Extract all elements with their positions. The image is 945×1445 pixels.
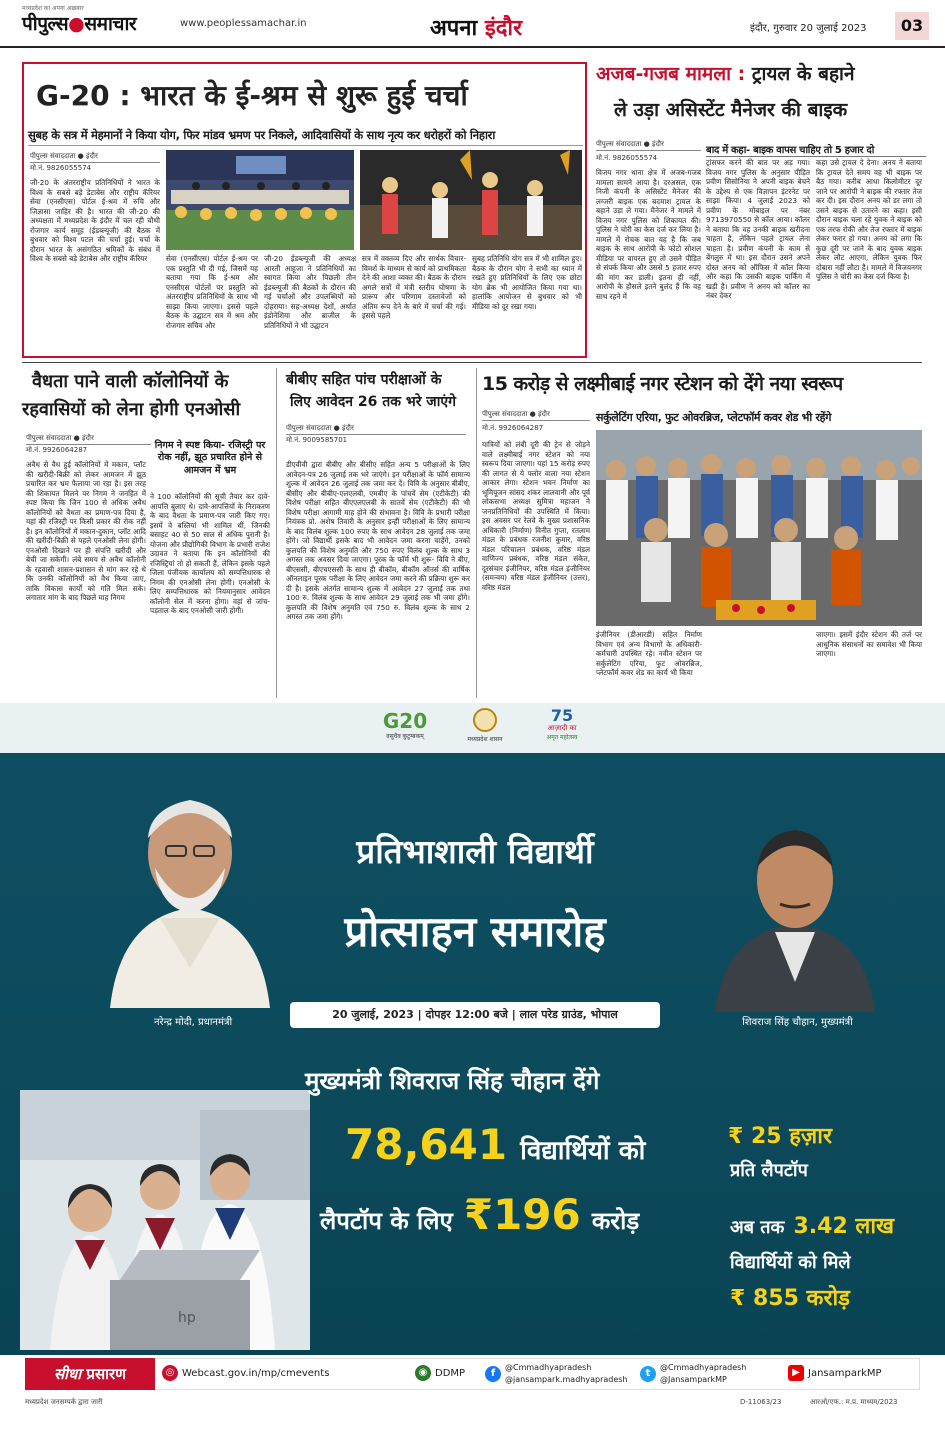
colony-body-col2: ने 100 कॉलोनियों की सूची तैयार कर दावे-आपत्ति बुलाए थे। दावे-आपत्तियों के निराकरण के बाद वैधता के प्रमाण-पत्र जारी किए गए। इसमें वे बस्तियां भी शामिल थीं, जिनकी बसाहट 40 से 50 साल से अधिक पुरानी है। योजना और प्रौद्योगिकी विभाग के प्रभारी राजेश उदावत ने बताया कि इन कॉलोनियों की रजिस्ट्रियां तो हो सकती हैं, लेकिन इसके पहले जिला पंजीयक कार्यालय को सम्पत्तिधारक से निगम की एनओसी लेना होगी। एनओसी के लिए सम्पत्तिधारक को नियमानुसार आवेदन कॉलोनी सेल में करना होगा। वहां से जांच-पड़ताल के बाद एनओसी जारी होगी।	[150, 492, 270, 615]
g20-byline: पीपुल्स संवाददाता ● इंदौर	[30, 152, 160, 163]
station-headline[interactable]: 15 करोड़ से लक्ष्मीबाई नगर स्टेशन को देंगे नया स्वरूप	[482, 373, 843, 395]
colony-byline: पीपुल्स संवाददाता ● इंदौर	[26, 434, 151, 445]
g20-headline[interactable]: G-20 : भारत के ई-श्रम से शुरू हुई चर्चा	[36, 79, 468, 112]
ad-side-total-label: अब तक	[730, 1217, 785, 1238]
bike-body-col2: ट्रांसफर करने की बात पर अड़ गया। विजय नगर पुलिस के अनुसार पीड़ित प्रवीण सिसोनिया ने अपनी बाइक बेचने के उद्देश्य से एक विज्ञापन इंटरनेट पर साझा किया। 4 जुलाई 2023 को प्रवीण के मोबाइल पर नंबर 9713970550 से कॉल आया। कॉलर ने बताया कि वह उनकी बाइक खरीदना चाहता है, लेकिन पहले ट्रायल लेना चाहता है। प्रवीण कंपनी के काम से बेंगलुरु में था। इस दौरान उसने अपने दोस्त अनय को ऑफिस में कॉल किया और कहा कि उसकी बाइक पार्किंग में खड़ी है। प्रवीण ने अनय को कॉलर का नंबर देकर	[706, 158, 810, 300]
ad-code: D-11063/23	[740, 1398, 782, 1406]
colony-subhead: निगम ने स्पष्ट किया- रजिस्ट्री पर रोक नहीं, झूठ प्रचारित होने से आमजन में भ्रम	[154, 440, 266, 476]
bike-mobile: मो.नं. 9826055574	[596, 154, 658, 162]
ad-student-label: विद्यार्थियों को	[520, 1136, 646, 1166]
bike-pullquote: बाद में कहा- बाइक वापस चाहिए तो 5 हजार दो	[706, 142, 926, 157]
g20-subhead: सुबह के सत्र में मेहमानों ने किया योग, फिर मांडव भ्रमण पर निकले, आदिवासियों के साथ नृत्य कर धरोहरों को निहारा	[28, 128, 583, 146]
ad-side-per-laptop: प्रति लैपटॉप	[730, 1160, 808, 1181]
bike-body-col3: कहा उसे ट्रायल दे देना। अनय ने बताया कि ट्रायल देते समय वह भी बाइक पर बैठ गया। करीब आधा किलोमीटर दूर जाने पर आरोपी ने बाइक की रफ्तार तेज कर दी। इस दौरान अनय को डर लगा तो उसने बाइक से उतारने का कहा। इसी दौरान बाइक चला रहे युवक ने बाइक को एक तरफ रोकी और तेज रफ्तार में बाइक लेकर फरार हो गया। अनय को लगा कि कुछ दूरी पर जाने के बाद युवक बाइक लेकर लौट आएगा, लेकिन युवक फिर दोबारा नहीं लौटा है। मामले में विजयनगर पुलिस ने चोरी का केस दर्ज किया है।	[816, 158, 922, 281]
svg-text:hp: hp	[178, 1310, 196, 1326]
colony-headline-line1[interactable]: वैधता पाने वाली कॉलोनियों के	[32, 371, 229, 392]
azadi-logo-line1: आज़ादी का	[547, 724, 577, 732]
section-title: अपना इंदौर	[430, 16, 523, 41]
g20-logo	[370, 710, 440, 746]
youtube-link[interactable]: ▶ JansamparkMP	[788, 1358, 882, 1390]
g20-body-col3: जी-20 ईडब्ल्यूजी की अध्यक्ष आरती आहूजा ने प्रतिनिधियों का स्वागत किया और पिछली तीन ईडब्ल्यूजी की बैठकों के दौरान की गई चर्चाओं और उपलब्धियों को दोहराया। सह-अध्यक्ष देशों, अर्थात इंडोनेशिया और ब्राजील के प्रतिनिधियों ने भी उद्घाटन	[264, 254, 356, 330]
azadi-logo-number: 75	[550, 706, 574, 725]
section-divider	[22, 362, 922, 363]
ad-side-price: ₹ 25 हज़ार	[728, 1124, 832, 1149]
g20-body-col2: सेवा (एनसीएस) पोर्टल ई-श्रम पर एक प्रस्तुति भी दी गई, जिसमें यह बताया गया कि ई-श्रम और एनसीएस पोर्टलों पर प्रस्तुति को अंतरराष्ट्रीय प्रतिनिधियों के साथ भी साझा किया जाएगा। इससे पहले बैठक के उद्घाटन सत्र में श्रम और रोजगार सचिव और	[166, 254, 258, 330]
ad-side-crore: ₹ 855 करोड़	[730, 1286, 850, 1311]
g20-mobile: मो.नं. 9826055574	[30, 164, 92, 172]
facebook-icon: f	[485, 1366, 501, 1382]
twitter-handle-1[interactable]: @Cmmadhyapradesh	[660, 1363, 747, 1372]
page-number: 03	[895, 12, 929, 40]
station-subhead: सर्कुलेटिंग एरिया, फुट ओवरब्रिज, प्लेटफॉर्म कवर शेड भी रहेंगे	[596, 411, 832, 424]
ad-student-count: 78,641	[345, 1120, 508, 1169]
exam-byline: पीपुल्स संवाददाता ● इंदौर	[286, 424, 466, 435]
newspaper-logo[interactable]: पीपुल्स●समाचार	[22, 13, 137, 35]
ad-event-details: 20 जुलाई, 2023 | दोपहर 12:00 बजे | लाल परेड ग्राउंड, भोपाल	[290, 1002, 660, 1028]
cm-portrait	[710, 812, 880, 1012]
ad-title-line2: प्रोत्साहन समारोह	[344, 907, 606, 956]
station-body-col2: इंजीनियर (डीआरडी) सहित निर्माण विभाग एवं अन्य विभागों के अधिकारी-कर्मचारी उपस्थित रहे। नवीन स्टेशन पर सर्कुलेटिंग एरिया, फुट ओवरब्रिज, प्लेटफॉर्म कवर शेड का कार्य भी किया	[596, 630, 702, 677]
bike-headline-line1[interactable]: अजब-गजब मामला : ट्रायल के बहाने	[596, 63, 855, 85]
mp-seal-text: मध्यप्रदेश शासन	[467, 736, 503, 743]
ad-title-line1: प्रतिभाशाली विद्यार्थी	[356, 832, 594, 871]
ad-amount: ₹196	[463, 1190, 581, 1239]
g20-logo-text: G20	[382, 709, 428, 733]
bike-byline: पीपुल्स संवाददाता ● इंदौर	[596, 140, 701, 151]
column-rule-2	[476, 368, 477, 698]
mp-seal-icon	[473, 708, 497, 732]
exam-headline-line1[interactable]: बीबीए सहित पांच परीक्षाओं के	[286, 372, 442, 388]
live-broadcast-label: सीधा प्रसारण	[25, 1358, 155, 1390]
ad-event-venue: लाल परेड ग्राउंड, भोपाल	[519, 1008, 618, 1021]
ad-amount-unit: करोड़	[591, 1207, 640, 1235]
website-link[interactable]: www.peoplessamachar.in	[180, 18, 307, 29]
facebook-handle-1[interactable]: @Cmmadhyapradesh	[505, 1363, 592, 1372]
ddmp-link[interactable]: ◉ DDMP	[415, 1358, 465, 1390]
g20-meeting-photo	[166, 150, 354, 250]
ad-side-total-value: 3.42 लाख	[793, 1214, 895, 1239]
webcast-icon: ◎	[162, 1365, 178, 1381]
cm-caption: शिवराज सिंह चौहान, मुख्यमंत्री	[742, 1017, 853, 1028]
station-body-col3: जाएगा। इसमें इंदौर स्टेशन की तर्ज पर आधुनिक संसाधनों का समावेश भी किया जाएगा।	[816, 630, 922, 658]
exam-body: डीएवीवी द्वारा बीबीए और बीसीए सहित अन्य 5 परीक्षाओं के लिए आवेदन-पत्र 26 जुलाई तक भरे जाएंगे। इन परीक्षाओं के फॉर्म सामान्य शुल्क में आवेदन 26 जुलाई तक जमा कर दें। विवि के अनुसार बीबीए, बीसीए और बीबीए-एलएलबी, एमबीए के पांचवें सेम (एटीकेटी) की विशेष परीक्षा सहित बीएएलएलबी के सातवें सेम (एटीकेटी) की भी विशेष परीक्षा आगामी माह होने की संभावना है। विवि के प्रभारी परीक्षा नियंत्रक प्रो. अशेष तिवारी के अनुसार इन्हीं परीक्षाओं के लिए सामान्य के बाद विलंब शुल्क 100 रुपए के साथ आवेदन 28 जुलाई तक जमा होंगे। जो विद्यार्थी इसके बाद भी आवेदन जमा करना चाहेंगे, उनको कुलपति की विशेष अनुमति और 750 रुपए विलंब शुल्क के साथ 3 अगस्त तक अवसर दिया जाएगा। पूरक के फॉर्म भी शुरू- विवि ने बीए, बीएससी, बीएचएससी के साथ ही बीकॉम, बीकॉम ऑनर्स की वार्षिक ऑनलाइन पूरक परीक्षा के लिए आवेदन जमा करने की प्रक्रिया शुरू कर दी है। इसके अंतर्गत सामान्य शुल्क में आवेदन 27 जुलाई तक तथा 100 रु. विलंब शुल्क के साथ आवेदन 29 जुलाई तक भी जमा होंगे। कुलपति की विशेष अनुमति एवं 750 रु. विलंब शुल्क के साथ 2 अगस्त तक जमा होंगे।	[286, 460, 470, 621]
colony-body-col1: अवैध से वैध हुई कॉलोनियों में मकान, प्लॉट की खरीदी-बिक्री को लेकर आमजन में झूठ प्रचारित कर भ्रम फैलाया जा रहा है। इस तरह की शिकायत मिलने पर निगम ने जनहित में स्पष्ट किया कि जिन 100 से अधिक अवैध कॉलोनियों को वैधता का प्रमाण-पत्र दिया है, यहां की रजिस्ट्री पर किसी प्रकार की रोक नहीं है। इन कॉलोनियों में मकान-दुकान, प्लॉट आदि की खरीदी-बिक्री से पहले एनओसी लेना होगी। एनओसी दिखाने पर ही संपत्ति खरीदी और बेची जा सकेगी। लंबे समय से अवैध कॉलोनी के रहवासी शासन-प्रशासन से मांग कर रहे थे कि उनकी कॉलोनियों को वैध किया जाए, ताकि विकास कार्यों को गति मिल सके। लगातार मांग के बाद पिछले माह निगम	[26, 460, 146, 602]
station-ceremony-photo	[596, 430, 922, 626]
column-rule	[276, 368, 277, 698]
twitter-links[interactable]	[640, 1362, 747, 1386]
ad-side-students: विद्यार्थियों को मिले	[730, 1252, 851, 1273]
webcast-link[interactable]: ◎ Webcast.gov.in/mp/cmevents	[162, 1358, 329, 1390]
facebook-links[interactable]	[485, 1362, 628, 1386]
station-body-col2b	[706, 630, 810, 696]
ad-line2	[345, 1120, 645, 1169]
azadi-logo	[527, 708, 597, 748]
g20-body-col1: जी-20 के अंतरराष्ट्रीय प्रतिनिधियों ने भारत के विश्व के सबसे बड़े डेटाबेस और राष्ट्रीय कॅरियर सेवा (एनसीएस) पोर्टल ई-श्रम में रुचि और जिज्ञासा जाहिर की है। भारत की जी-20 की अध्यक्षता में मध्यप्रदेश के इंदौर में चल रही चौथी रोजगार कार्य समूह (ईडब्ल्यूजी) की बैठक में बुधवार को विश्व पटल की चर्चा हुई। चर्चा के दौरान भारत के असंगठित श्रमिकों के संबंध में विश्व के सबसे बड़े डेटाबेस और राष्ट्रीय कॅरियर	[30, 178, 160, 263]
youtube-icon: ▶	[788, 1365, 804, 1381]
twitter-icon: t	[640, 1366, 656, 1382]
colony-headline-line2[interactable]: रहवासियों को लेना होगी एनओसी	[22, 399, 241, 420]
ad-ro-number: आरओ/एफ.: म.प्र. माध्यम/2023	[810, 1398, 898, 1406]
ad-event-date: 20 जुलाई, 2023	[332, 1008, 414, 1021]
g20-logo-sub: वसुधैव कुटुम्बकम्	[386, 733, 424, 740]
ad-footer-bar	[25, 1358, 920, 1390]
g20-dance-photo	[360, 150, 582, 250]
azadi-logo-line2: अमृत महोत्सव	[546, 734, 578, 741]
g20-body-col4: सत्र में वक्तव्य दिए और सार्थक विचार-विमर्श के माध्यम से कार्य को प्राथमिकता देने की आशा व्यक्त की। बैठक के दौरान अगले सत्रों में मंत्री स्तरीय घोषणा के प्रारूप और परिणाम दस्तावेजों को अंतिम रूप देने के बारे में चर्चा की गई। इससे पहले	[362, 254, 466, 320]
mp-seal-logo	[455, 708, 515, 748]
ad-issuer: मध्यप्रदेश जनसम्पर्क द्वारा जारी	[25, 1398, 103, 1406]
pm-caption: नरेन्द्र मोदी, प्रधानमंत्री	[153, 1017, 233, 1028]
station-body-col1: यात्रियों को लंबी दूरी की ट्रेन से जोड़ने वाले लक्ष्मीबाई नगर स्टेशन को नया स्वरूप दिया जाएगा। यहां 15 करोड़ रुपए की लागत से ये फ्लोर वाला नया स्टेशन आकार लेगा। स्टेशन भवन निर्माण का भूमिपूजन सांसद शंकर लालवानी और पूर्व लोकसभा अध्यक्ष सुमित्रा महाजन ने जनप्रतिनिधियों की उपस्थिति में किया। इस अवसर पर रेलवे के मुख्य प्रशासनिक अधिकारी (निर्माण) विनीत गुप्ता, रतलाम मंडल के प्रबंधक रजनीश कुमार, वरिष्ठ मंडल परिचालन प्रबंधक, वरिष्ठ मंडल वाणिज्य प्रबंधक, वरिष्ठ मंडल संकेत, दूरसंचार इंजीनियर, वरिष्ठ मंडल इंजीनियर (समन्वय) वरिष्ठ मंडल इंजीनियर (उत्तर), वरिष्ठ मंडल	[482, 440, 590, 592]
ddmp-icon: ◉	[415, 1365, 431, 1381]
colony-mobile: मो.नं. 9926064287	[26, 446, 88, 454]
exam-mobile: मो.नं. 9009585701	[286, 436, 348, 444]
ad-line3	[320, 1190, 639, 1239]
exam-headline-line2[interactable]: लिए आवेदन 26 तक भरे जाएंगे	[290, 394, 456, 410]
facebook-handle-2[interactable]: @jansampark.madhyapradesh	[505, 1375, 628, 1384]
ad-event-time: दोपहर 12:00 बजे	[425, 1008, 508, 1021]
ad-laptop-label: लैपटॉप के लिए	[320, 1207, 453, 1235]
bike-headline-line2[interactable]: ले उड़ा असिस्टेंट मैनेजर की बाइक	[614, 99, 848, 121]
g20-body-col5: सुबह प्रतिनिधि योग सत्र में भी शामिल हुए। बैठक के दौरान योग ने सभी का ध्यान में रखते हुए प्रतिनिधियों के लिए एक छोटा योग ब्रेक भी आयोजित किया गया था। हालांकि आयोजन से बुधवार को भी मीडिया को दूर रखा गया।	[472, 254, 582, 311]
masthead-tagline: मध्यप्रदेश का अपना अख़बार	[22, 5, 84, 12]
ad-line1: मुख्यमंत्री शिवराज सिंह चौहान देंगे	[305, 1067, 600, 1095]
pm-portrait	[100, 768, 280, 1008]
dateline: इंदौर, गुरुवार 20 जुलाई 2023	[750, 23, 867, 34]
station-byline: पीपुल्स संवाददाता ● इंदौर	[482, 410, 590, 421]
bike-body-col1: विजय नगर थाना क्षेत्र में अजब-गजब मामला सामने आया है। दरअसल, एक निजी कंपनी के असिस्टेंट मैनेजर की लग्जरी बाइक एक बदमाश ट्रायल के बहाने उड़ा ले गया। मैनेजर ने मामले में विजय नगर पुलिस को शिकायत की। पुलिस ने चोरी का केस दर्ज कर लिया है। मामले में रोचक बात यह है कि जब बाइक के साथ आरोपी के फोटो सोशल मीडिया पर वायरल हुए तो उसने पीड़ित से संपर्क किया और उससे 5 हजार रुपए की मांग कर डाली। इतना ही नहीं, आरोपी के हौसले इतने बुलंद हैं कि वह साथ रहने में	[596, 168, 701, 301]
twitter-handle-2[interactable]: @JansamparkMP	[660, 1375, 727, 1384]
station-mobile: मो.नं. 9926064287	[482, 424, 544, 432]
ad-students-photo	[20, 1090, 310, 1350]
ad-side-total	[730, 1210, 894, 1240]
